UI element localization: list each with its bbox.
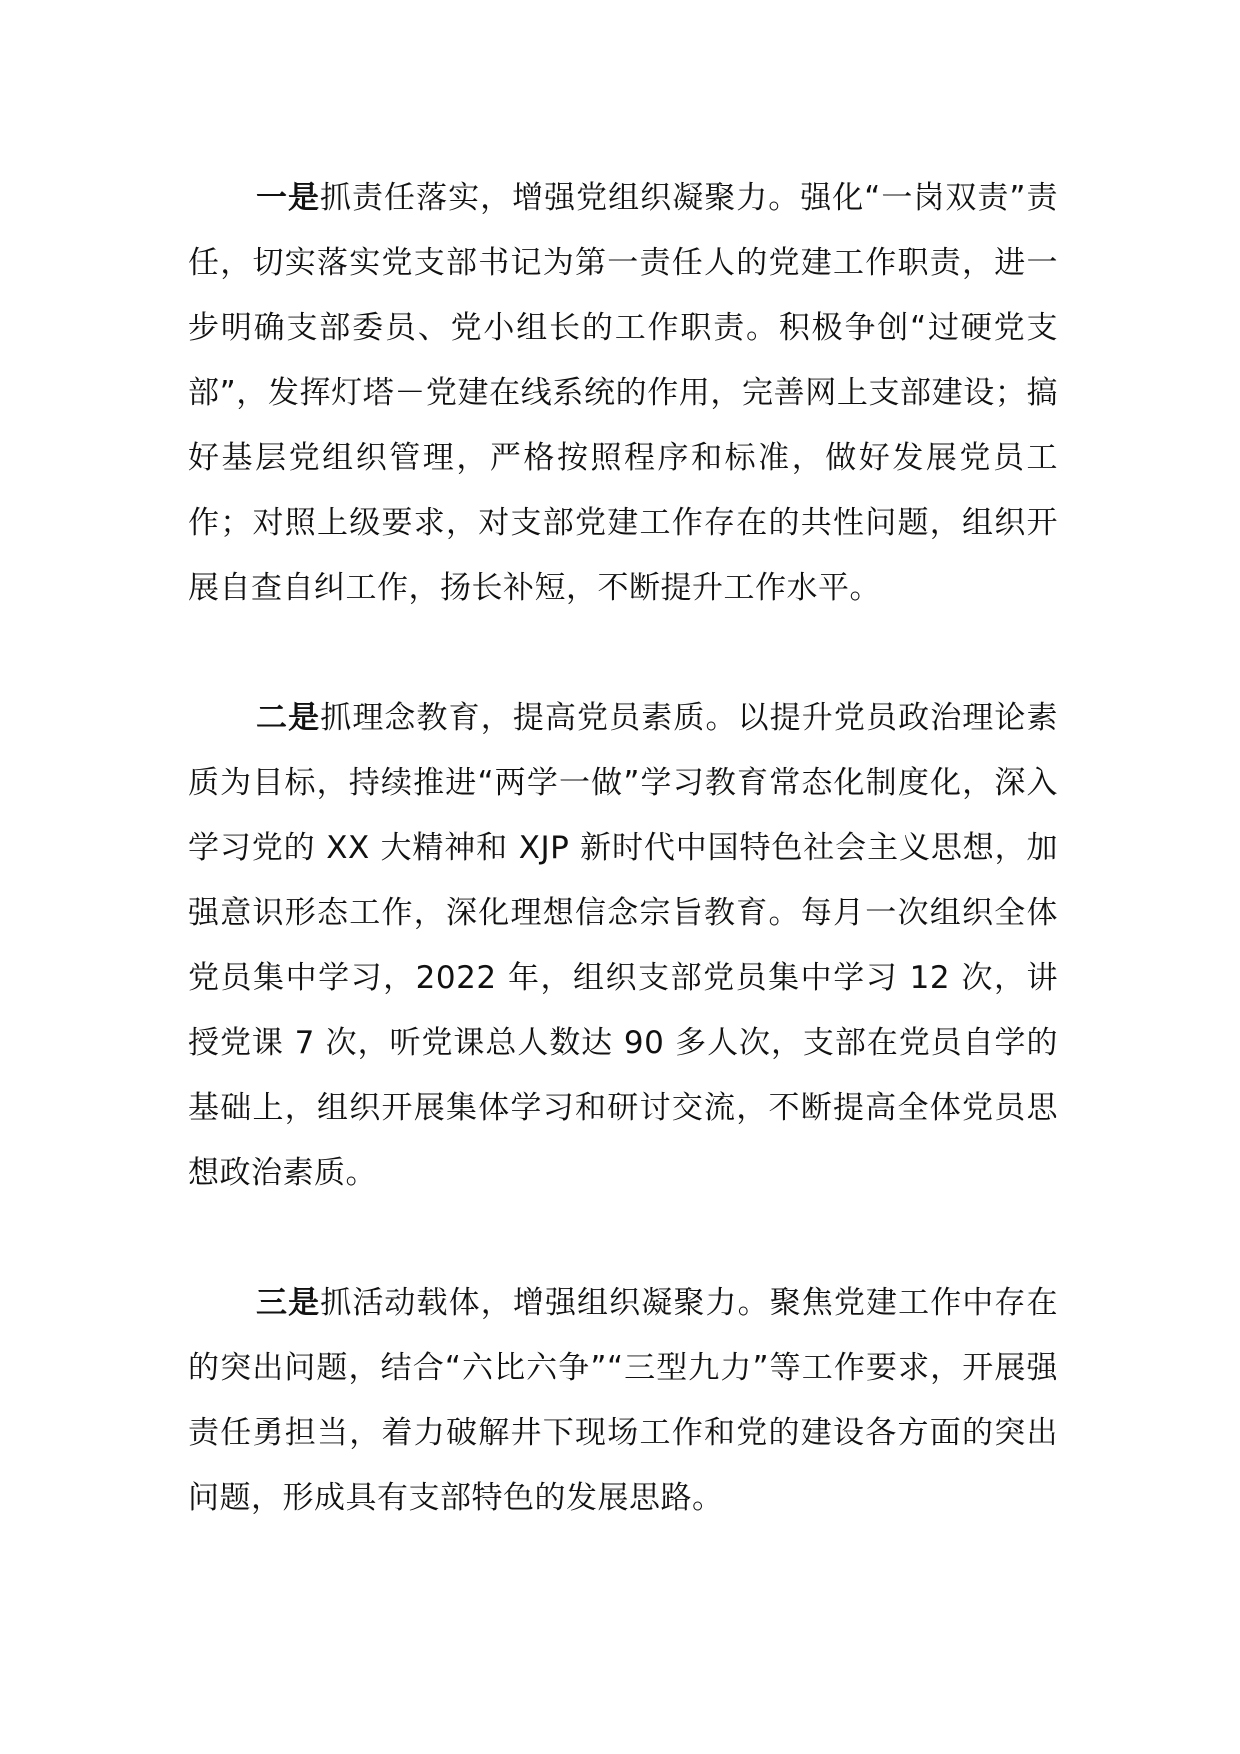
document-body	[188, 166, 1058, 1531]
paragraph-3-lead: 三是	[256, 1285, 321, 1321]
paragraph-2-text: 抓理念教育，提高党员素质。以提升党员政治理论素质为目标，持续推进“两学一做”学习教育常态化制度化，深入学习党的 XX 大精神和 XJP 新时代中国特色社会主义思想，加强意识形态工作，深化理想信念宗旨教育。每月一次组织全体党员集中学习，2022 年，组织支部党员集中学习 12 次，讲授党课 7 次，听党课总人数达 90 多人次，支部在党员自学的基础上，组织开展集体学习和研讨交流，不断提高全体党员思想政治素质。	[188, 700, 1059, 1191]
paragraph-1-text: 抓责任落实，增强党组织凝聚力。强化“一岗双责”责任，切实落实党支部书记为第一责任人的党建工作职责，进一步明确支部委员、党小组长的工作职责。积极争创“过硬党支部”，发挥灯塔－党建在线系统的作用，完善网上支部建设；搞好基层党组织管理，严格按照程序和标准，做好发展党员工作；对照上级要求，对支部党建工作存在的共性问题，组织开展自查自纠工作，扬长补短，不断提升工作水平。	[188, 180, 1058, 606]
paragraph-1	[188, 166, 1058, 621]
paragraph-1-lead: 一是	[256, 180, 321, 216]
paragraph-2	[188, 686, 1058, 1206]
paragraph-3	[188, 1271, 1058, 1531]
paragraph-3-text: 抓活动载体，增强组织凝聚力。聚焦党建工作中存在的突出问题，结合“六比六争”“三型九力”等工作要求，开展强责任勇担当，着力破解井下现场工作和党的建设各方面的突出问题，形成具有支部特色的发展思路。	[188, 1285, 1059, 1516]
paragraph-2-lead: 二是	[256, 700, 321, 736]
